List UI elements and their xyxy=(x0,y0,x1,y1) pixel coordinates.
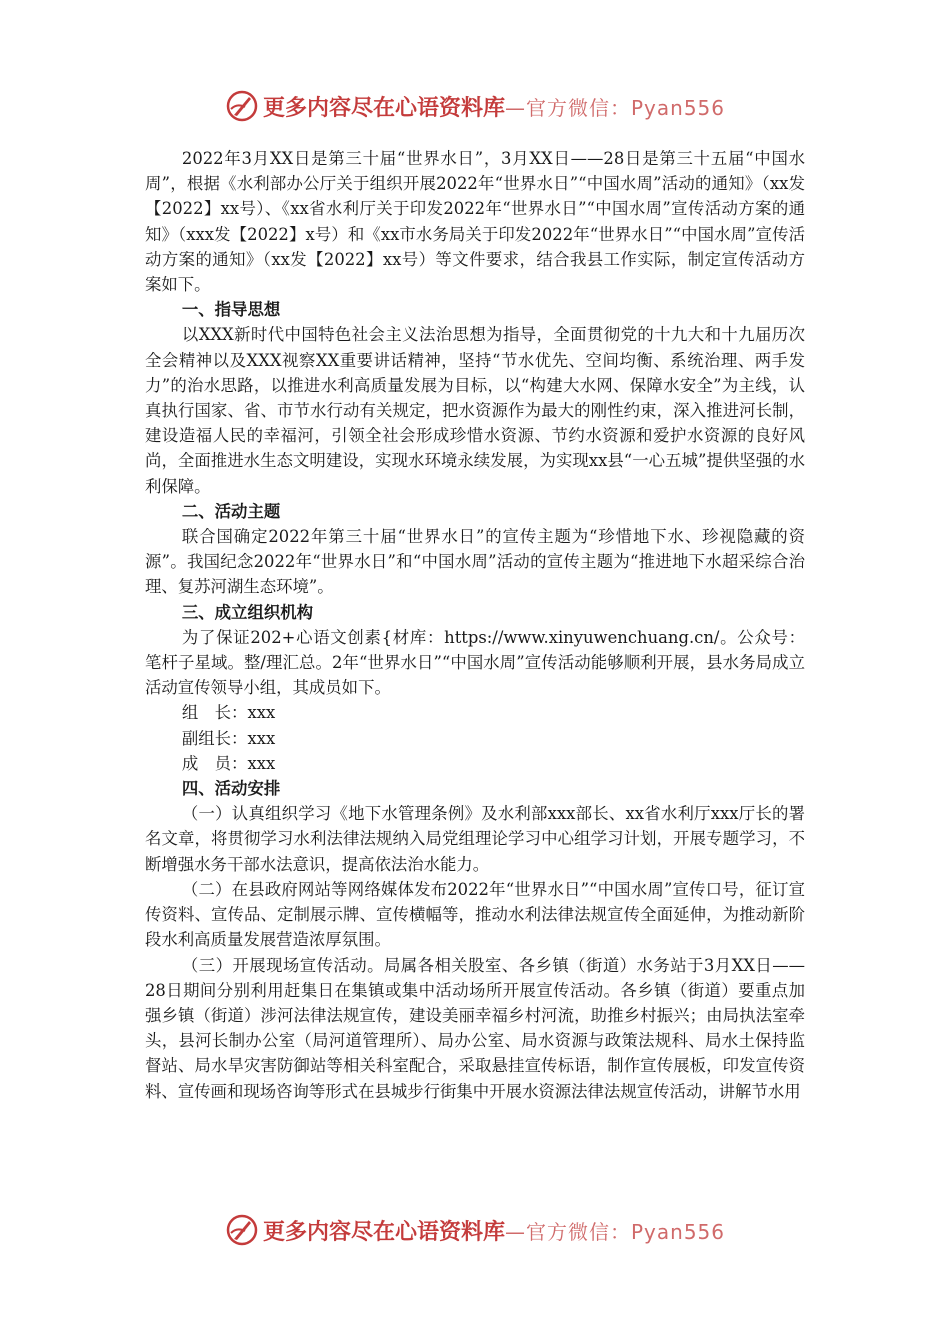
document-body xyxy=(145,146,805,1104)
banner-brand: 更多内容尽在心语资料库 xyxy=(262,94,505,121)
section-heading-2: 二、活动主题 xyxy=(181,501,281,521)
member-deputy: 副组长：xxx xyxy=(181,728,276,748)
footer-banner xyxy=(0,1208,950,1252)
quill-logo-icon xyxy=(225,89,259,123)
section-2-paragraph: 联合国确定2022年第三十届“世界水日”的宣传主题为“珍惜地下水、珍视隐藏的资源”。我国纪念2022年“世界水日”和“中国水周”活动的宣传主题为“推进地下水超采综合治理、复苏河湖生态环境”。 xyxy=(145,527,805,597)
member-leader: 组 长：xxx xyxy=(181,703,276,723)
arrangement-item-2: （二）在县政府网站等网络媒体发布2022年“世界水日”“中国水周”宣传口号，征订宣传资料、宣传品、定制展示牌、宣传横幅等，推动水利法律法规宣传全面延伸，为推动新阶段水利高质量发展营造浓厚氛围。 xyxy=(145,879,805,950)
member-members: 成 员：xxx xyxy=(181,753,276,773)
quill-logo-icon xyxy=(225,1213,259,1247)
arrangement-item-3: （三）开展现场宣传活动。局属各相关股室、各乡镇（街道）水务站于3月XX日——28日期间分别利用赶集日在集镇或集中活动场所开展宣传活动。各乡镇（街道）要重点加强乡镇（街道）涉河法律法规宣传，建设美丽幸福乡村河流，助推乡村振兴；由局执法室牵头，县河长制办公室（局河道管理所）、局办公室、局水资源与政策法规科、局水土保持监督站、局水旱灾害防御站等相关科室配合，采取悬挂宣传标语，制作宣传展板，印发宣传资料、宣传画和现场咨询等形式在县城步行街集中开展水资源法律法规宣传活动，讲解节水用 xyxy=(145,955,805,1101)
section-3-paragraph: 为了保证202+心语文创素{材库：https://www.xinyuwenchuang.cn/。公众号：笔杆子星域。整/理汇总。2年“世界水日”“中国水周”宣传活动能够顺利开展，县水务局成立活动宣传领导小组，其成员如下。 xyxy=(145,627,805,698)
banner-contact: —官方微信：Pyan556 xyxy=(505,95,726,120)
header-banner xyxy=(0,84,950,128)
arrangement-item-1: （一）认真组织学习《地下水管理条例》及水利部xxx部长、xx省水利厅xxx厅长的署名文章，将贯彻学习水利法律法规纳入局党组理论学习中心组学习计划，开展专题学习，不断增强水务干部水法意识，提高依法治水能力。 xyxy=(145,804,805,874)
banner-brand: 更多内容尽在心语资料库 xyxy=(262,1218,505,1245)
section-heading-3: 三、成立组织机构 xyxy=(181,602,314,622)
section-heading-1: 一、指导思想 xyxy=(181,300,281,320)
section-1-paragraph: 以XXX新时代中国特色社会主义法治思想为指导，全面贯彻党的十九大和十九届历次全会精神以及XXX视察XX重要讲话精神，坚持“节水优先、空间均衡、系统治理、两手发力”的治水思路，以推进水利高质量发展为目标，以“构建大水网、保障水安全”为主线，认真执行国家、省、市节水行动有关规定，把水资源作为最大的刚性约束，深入推进河长制，建设造福人民的幸福河，引领全社会形成珍惜水资源、节约水资源和爱护水资源的良好风尚，全面推进水生态文明建设，实现水环境永续发展，为实现xx县“一心五城”提供坚强的水利保障。 xyxy=(145,325,805,496)
intro-paragraph: 2022年3月XX日是第三十届“世界水日”，3月XX日——28日是第三十五届“中国水周”，根据《水利部办公厅关于组织开展2022年“世界水日”“中国水周”活动的通知》（xx发【2022】xx号）、《xx省水利厅关于印发2022年“世界水日”“中国水周”宣传活动方案的通知》（xxx发【2022】x号）和《xx市水务局关于印发2022年“世界水日”“中国水周”宣传活动方案的通知》（xx发【2022】xx号）等文件要求，结合我县工作实际，制定宣传活动方案如下。 xyxy=(145,149,805,295)
section-heading-4: 四、活动安排 xyxy=(181,779,281,799)
banner-contact: —官方微信：Pyan556 xyxy=(505,1219,726,1244)
